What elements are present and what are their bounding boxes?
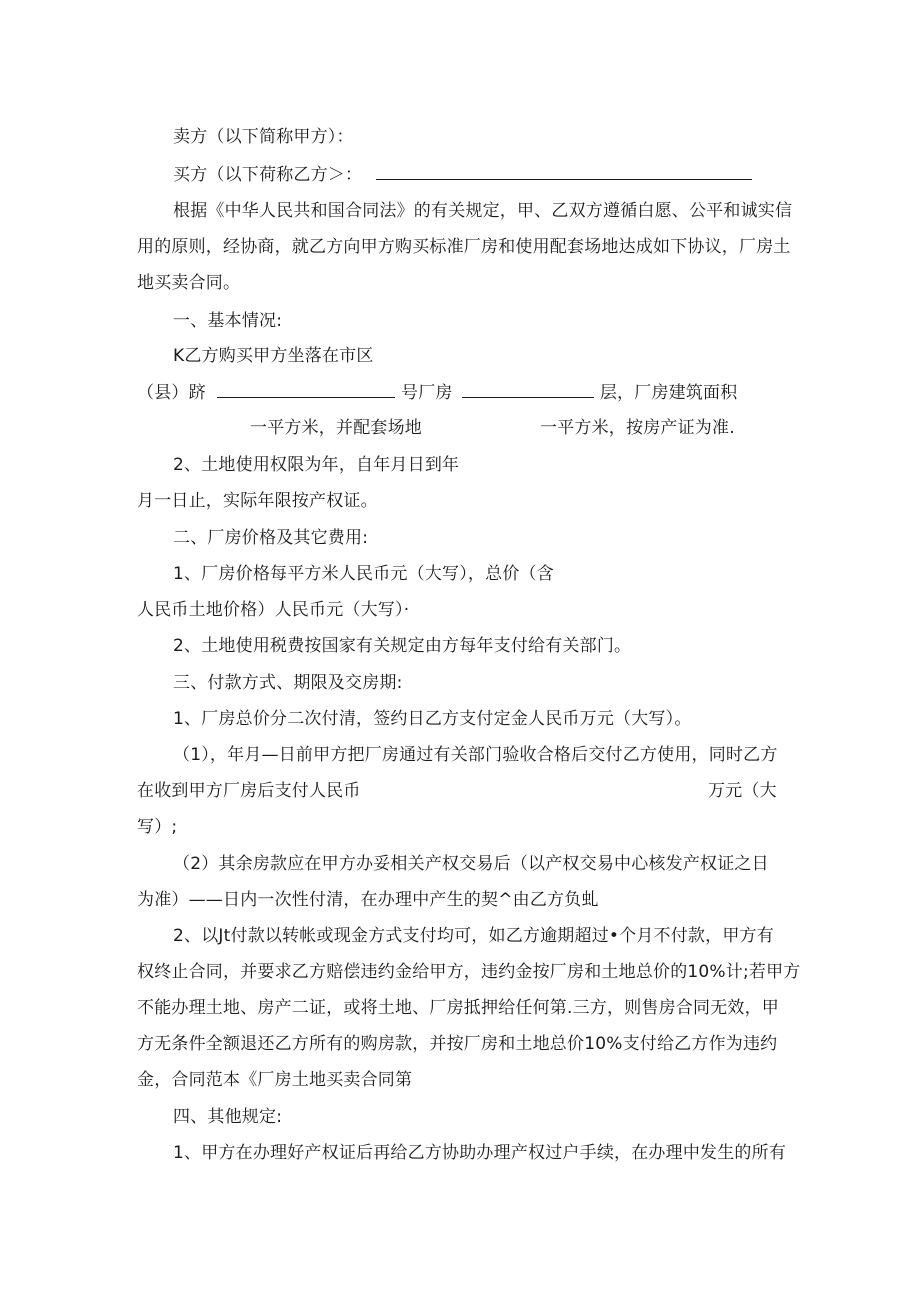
- s3-sub2-line-b: 为准）——日内一次性付清，在办理中产生的契^由乙方负虬: [137, 890, 599, 910]
- s3-item2-line-e: 金，合同范本《厂房土地买卖合同第: [137, 1070, 413, 1090]
- s2-item1-line-b: 人民币土地价格）人民币元（大写）·: [137, 600, 410, 620]
- intro-line-3: 地买卖合同。: [137, 273, 241, 293]
- s3-sub1-line-c: 写）;: [137, 817, 178, 837]
- s1-item1-area-text: 一平方米，并配套场地: [250, 418, 422, 438]
- section-4-title: 四、其他规定:: [173, 1107, 283, 1127]
- s4-item1: 1、甲方在办理好产权证后再给乙方协助办理产权过户手续，在办理中发生的所有: [173, 1143, 787, 1163]
- s3-item2-line-d: 方无条件全额退还乙方所有的购房款，并按厂房和土地总价10%支付给乙方作为违约: [137, 1034, 778, 1054]
- s1-item2-line-b: 月一日止，实际年限按产权证。: [137, 491, 378, 511]
- buyer-line: [173, 163, 752, 186]
- buyer-label: 买方（以下荷称乙方＞：: [173, 165, 363, 185]
- area-label: 层，厂房建筑面积: [599, 383, 738, 403]
- s3-item2-line-b: 权终止合同，并要求乙方赔偿违约金给甲方，违约金按厂房和土地总价的10%计;若甲方: [137, 962, 801, 982]
- s3-sub1-line-a: （1），年月—日前甲方把厂房通过有关部门验收合格后交付乙方使用，同时乙方: [173, 745, 778, 765]
- street-blank: [217, 381, 395, 398]
- s3-item2-line-c: 不能办理土地、房产二证，或将土地、厂房抵押给任何第.三方，则售房合同无效，甲: [137, 998, 780, 1018]
- s1-item1-site-text: 一平方米，按房产证为准.: [540, 418, 735, 438]
- intro-line-1: 根据《中华人民共和国合同法》的有关规定，甲、乙双方遵循白愿、公平和诚实信: [173, 201, 793, 221]
- s2-item1-line-a: 1、厂房价格每平方米人民币元（大写），总价（含: [173, 564, 554, 584]
- section-1-title: 一、基本情况:: [173, 311, 283, 331]
- s1-item1-line-a: K乙方购买甲方坐落在市区: [173, 346, 374, 366]
- s3-sub1-line-b-left: 在收到甲方厂房后支付人民币: [137, 781, 361, 801]
- building-label: 号厂房: [401, 383, 453, 403]
- s3-item1: 1、厂房总价分二次付清，签约日乙方支付定金人民币万元（大写）。: [173, 709, 692, 729]
- buyer-name-blank: [376, 163, 752, 180]
- section-3-title: 三、付款方式、期限及交房期:: [173, 673, 403, 693]
- s3-sub1-line-b-right: 万元（大: [708, 781, 777, 801]
- s1-item1-line-b: [137, 381, 737, 404]
- seller-label: 卖方（以下简称甲方）：: [173, 127, 354, 147]
- intro-line-2: 用的原则，经协商，就乙方向甲方购买标准厂房和使用配套场地达成如下协议，厂房土: [137, 237, 791, 257]
- s2-item2: 2、土地使用税费按国家有关规定由方每年支付给有关部门。: [173, 636, 632, 656]
- s3-sub2-line-a: （2）其余房款应在甲方办妥相关产权交易后（以产权交易中心核发产权证之日: [173, 854, 769, 874]
- section-2-title: 二、厂房价格及其它费用:: [173, 528, 369, 548]
- county-label: （县）跻: [137, 383, 206, 403]
- s1-item2-line-a: 2、土地使用权限为年，自年月日到年: [173, 455, 460, 475]
- s3-item2-line-a: 2、以Jt付款以转帐或现金方式支付均可，如乙方逾期超过•个月不付款，甲方有: [173, 926, 774, 946]
- floor-blank: [462, 381, 594, 398]
